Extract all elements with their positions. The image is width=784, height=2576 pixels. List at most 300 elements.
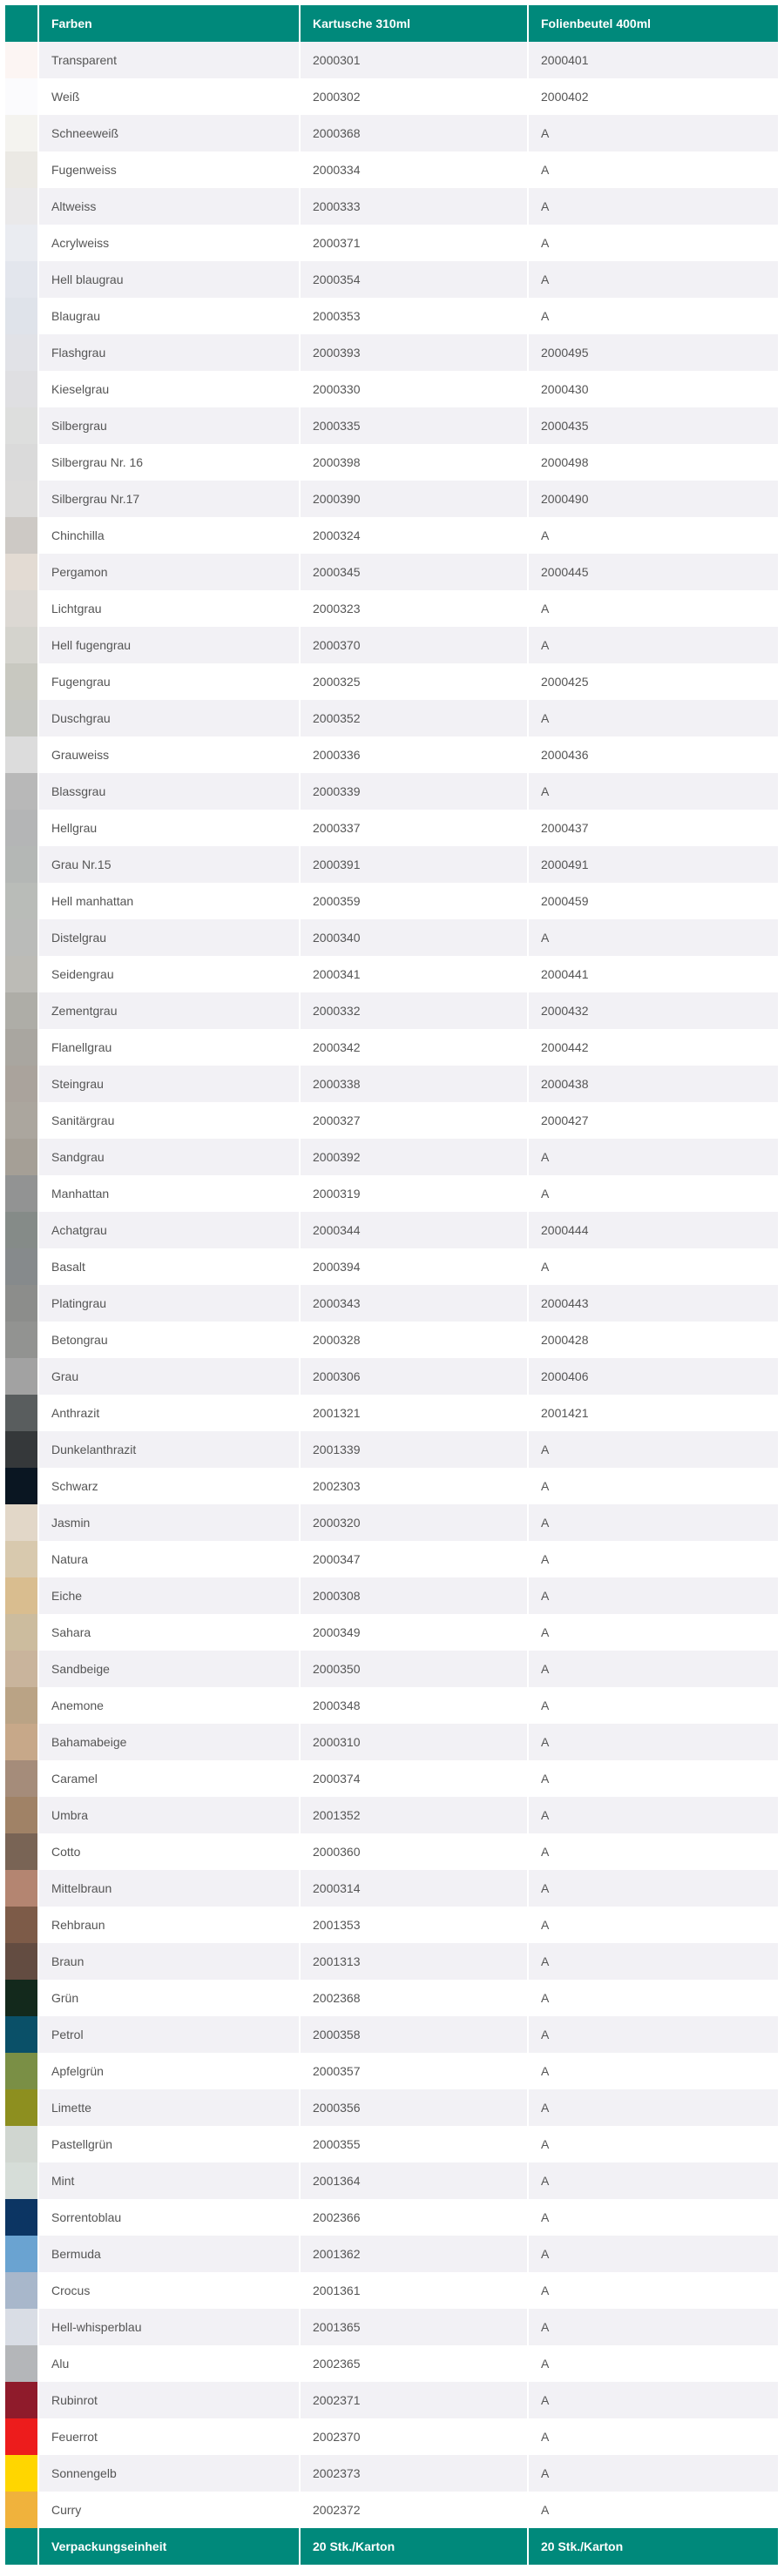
table-row [5, 1943, 779, 1980]
header-kartusche: Kartusche 310ml [300, 5, 528, 42]
color-swatch-cell [5, 2455, 38, 2492]
kartusche-code: 2000358 [300, 2016, 528, 2053]
folienbeutel-code: A [528, 1175, 779, 1212]
color-swatch [5, 444, 38, 481]
kartusche-code: 2002370 [300, 2418, 528, 2455]
table-row [5, 115, 779, 151]
folienbeutel-code: A [528, 1468, 779, 1504]
kartusche-code: 2002373 [300, 2455, 528, 2492]
color-name: Grün [38, 1980, 300, 2016]
kartusche-code: 2000353 [300, 298, 528, 334]
folienbeutel-code: 2000427 [528, 1102, 779, 1139]
kartusche-code: 2001339 [300, 1431, 528, 1468]
color-name: Natura [38, 1541, 300, 1577]
kartusche-code: 2000337 [300, 810, 528, 846]
color-swatch [5, 846, 38, 883]
color-swatch-cell [5, 407, 38, 444]
color-name: Kieselgrau [38, 371, 300, 407]
color-swatch [5, 517, 38, 554]
folienbeutel-code: 2000445 [528, 554, 779, 590]
kartusche-code: 2000350 [300, 1651, 528, 1687]
color-name: Dunkelanthrazit [38, 1431, 300, 1468]
table-row [5, 444, 779, 481]
color-name: Sandgrau [38, 1139, 300, 1175]
color-swatch-cell [5, 2236, 38, 2272]
color-name: Mittelbraun [38, 1870, 300, 1907]
kartusche-code: 2001313 [300, 1943, 528, 1980]
kartusche-code: 2000325 [300, 663, 528, 700]
table-row [5, 1760, 779, 1797]
color-swatch [5, 992, 38, 1029]
color-swatch [5, 663, 38, 700]
color-swatch-cell [5, 1651, 38, 1687]
table-row [5, 2126, 779, 2162]
color-name: Lichtgrau [38, 590, 300, 627]
header-swatch-cell [5, 5, 38, 42]
kartusche-code: 2000368 [300, 115, 528, 151]
kartusche-code: 2000324 [300, 517, 528, 554]
color-swatch-cell [5, 736, 38, 773]
color-swatch-cell [5, 1066, 38, 1102]
footer-folienbeutel: 20 Stk./Karton [528, 2528, 779, 2565]
color-swatch [5, 2382, 38, 2418]
color-swatch [5, 554, 38, 590]
color-swatch [5, 1029, 38, 1066]
kartusche-code: 2000314 [300, 1870, 528, 1907]
folienbeutel-code: A [528, 261, 779, 298]
folienbeutel-code: A [528, 1833, 779, 1870]
table-row [5, 627, 779, 663]
kartusche-code: 2000343 [300, 1285, 528, 1322]
folienbeutel-code: A [528, 1760, 779, 1797]
color-swatch-cell [5, 1687, 38, 1724]
color-swatch-cell [5, 2199, 38, 2236]
color-swatch-cell [5, 2345, 38, 2382]
table-row [5, 1980, 779, 2016]
color-swatch-cell [5, 2126, 38, 2162]
color-swatch [5, 1907, 38, 1943]
table-row [5, 2345, 779, 2382]
color-swatch-cell [5, 225, 38, 261]
color-name: Apfelgrün [38, 2053, 300, 2089]
color-swatch [5, 2089, 38, 2126]
kartusche-code: 2002365 [300, 2345, 528, 2382]
color-table-container [5, 5, 779, 2565]
folienbeutel-code: 2000459 [528, 883, 779, 919]
color-name: Blaugrau [38, 298, 300, 334]
kartusche-code: 2000323 [300, 590, 528, 627]
table-row [5, 2272, 779, 2309]
color-swatch [5, 956, 38, 992]
kartusche-code: 2000327 [300, 1102, 528, 1139]
color-name: Achatgrau [38, 1212, 300, 1248]
color-swatch-cell [5, 1833, 38, 1870]
kartusche-code: 2000345 [300, 554, 528, 590]
table-row [5, 2089, 779, 2126]
color-swatch [5, 1870, 38, 1907]
table-row [5, 2455, 779, 2492]
table-row [5, 1395, 779, 1431]
folienbeutel-code: A [528, 2236, 779, 2272]
folienbeutel-code: 2000435 [528, 407, 779, 444]
folienbeutel-code: 2000438 [528, 1066, 779, 1102]
table-row [5, 1577, 779, 1614]
color-swatch-cell [5, 919, 38, 956]
color-swatch-cell [5, 1285, 38, 1322]
color-swatch [5, 407, 38, 444]
kartusche-code: 2001365 [300, 2309, 528, 2345]
color-swatch [5, 261, 38, 298]
folienbeutel-code: 2001421 [528, 1395, 779, 1431]
folienbeutel-code: A [528, 2382, 779, 2418]
footer-label: Verpackungseinheit [38, 2528, 300, 2565]
table-row [5, 151, 779, 188]
kartusche-code: 2000390 [300, 481, 528, 517]
color-name: Bahamabeige [38, 1724, 300, 1760]
table-row [5, 1431, 779, 1468]
color-name: Acrylweiss [38, 225, 300, 261]
color-swatch [5, 2162, 38, 2199]
color-swatch [5, 2345, 38, 2382]
color-swatch [5, 78, 38, 115]
kartusche-code: 2000371 [300, 225, 528, 261]
folienbeutel-code: A [528, 1797, 779, 1833]
color-name: Rubinrot [38, 2382, 300, 2418]
table-row [5, 1212, 779, 1248]
kartusche-code: 2000328 [300, 1322, 528, 1358]
folienbeutel-code: 2000402 [528, 78, 779, 115]
kartusche-code: 2000344 [300, 1212, 528, 1248]
color-name: Grau [38, 1358, 300, 1395]
folienbeutel-code: A [528, 1139, 779, 1175]
table-row [5, 1175, 779, 1212]
color-swatch [5, 627, 38, 663]
color-swatch [5, 188, 38, 225]
folienbeutel-code: A [528, 2455, 779, 2492]
color-name: Eiche [38, 1577, 300, 1614]
color-swatch [5, 1102, 38, 1139]
table-row [5, 2016, 779, 2053]
folienbeutel-code: A [528, 2492, 779, 2528]
folienbeutel-code: A [528, 1504, 779, 1541]
table-row [5, 1504, 779, 1541]
color-name: Seidengrau [38, 956, 300, 992]
kartusche-code: 2000338 [300, 1066, 528, 1102]
color-name: Grauweiss [38, 736, 300, 773]
color-name: Hellgrau [38, 810, 300, 846]
color-swatch [5, 1943, 38, 1980]
folienbeutel-code: 2000401 [528, 42, 779, 78]
folienbeutel-code: A [528, 2418, 779, 2455]
table-row [5, 298, 779, 334]
table-row [5, 1066, 779, 1102]
color-name: Silbergrau Nr.17 [38, 481, 300, 517]
folienbeutel-code: A [528, 2309, 779, 2345]
color-swatch [5, 1212, 38, 1248]
color-swatch [5, 298, 38, 334]
color-name: Basalt [38, 1248, 300, 1285]
folienbeutel-code: A [528, 2162, 779, 2199]
kartusche-code: 2002303 [300, 1468, 528, 1504]
color-name: Sahara [38, 1614, 300, 1651]
kartusche-code: 2000332 [300, 992, 528, 1029]
table-row [5, 1833, 779, 1870]
color-name: Flashgrau [38, 334, 300, 371]
color-swatch [5, 1248, 38, 1285]
color-swatch-cell [5, 1029, 38, 1066]
table-row [5, 2162, 779, 2199]
folienbeutel-code: 2000430 [528, 371, 779, 407]
table-row [5, 1322, 779, 1358]
color-swatch-cell [5, 883, 38, 919]
table-row [5, 2418, 779, 2455]
table-row [5, 1468, 779, 1504]
color-swatch-cell [5, 188, 38, 225]
color-swatch-cell [5, 1907, 38, 1943]
kartusche-code: 2000398 [300, 444, 528, 481]
folienbeutel-code: A [528, 2272, 779, 2309]
folienbeutel-code: 2000432 [528, 992, 779, 1029]
table-row [5, 371, 779, 407]
table-header-row [5, 5, 779, 42]
table-row [5, 1870, 779, 1907]
table-row [5, 2053, 779, 2089]
kartusche-code: 2002371 [300, 2382, 528, 2418]
folienbeutel-code: A [528, 1724, 779, 1760]
color-swatch [5, 1139, 38, 1175]
color-swatch [5, 773, 38, 810]
color-swatch [5, 1322, 38, 1358]
kartusche-code: 2000341 [300, 956, 528, 992]
color-swatch-cell [5, 1541, 38, 1577]
color-swatch-cell [5, 956, 38, 992]
color-swatch-cell [5, 2272, 38, 2309]
color-name: Hell-whisperblau [38, 2309, 300, 2345]
color-name: Anemone [38, 1687, 300, 1724]
color-name: Silbergrau [38, 407, 300, 444]
color-swatch [5, 1504, 38, 1541]
table-row [5, 956, 779, 992]
kartusche-code: 2000320 [300, 1504, 528, 1541]
color-swatch-cell [5, 590, 38, 627]
color-swatch-cell [5, 444, 38, 481]
header-folienbeutel: Folienbeutel 400ml [528, 5, 779, 42]
color-name: Steingrau [38, 1066, 300, 1102]
color-swatch [5, 1614, 38, 1651]
color-swatch [5, 1395, 38, 1431]
kartusche-code: 2000354 [300, 261, 528, 298]
color-swatch [5, 2418, 38, 2455]
color-swatch-cell [5, 1358, 38, 1395]
kartusche-code: 2001364 [300, 2162, 528, 2199]
color-swatch-cell [5, 773, 38, 810]
table-row [5, 1358, 779, 1395]
color-name: Fugengrau [38, 663, 300, 700]
color-swatch-cell [5, 78, 38, 115]
color-swatch-cell [5, 1212, 38, 1248]
color-name: Crocus [38, 2272, 300, 2309]
kartusche-code: 2000374 [300, 1760, 528, 1797]
color-swatch-cell [5, 334, 38, 371]
color-swatch-cell [5, 1760, 38, 1797]
kartusche-code: 2000342 [300, 1029, 528, 1066]
kartusche-code: 2000360 [300, 1833, 528, 1870]
table-row [5, 1651, 779, 1687]
folienbeutel-code: A [528, 1541, 779, 1577]
color-swatch-cell [5, 2053, 38, 2089]
color-swatch [5, 883, 38, 919]
color-name: Hell manhattan [38, 883, 300, 919]
color-name: Betongrau [38, 1322, 300, 1358]
folienbeutel-code: A [528, 2126, 779, 2162]
color-name: Blassgrau [38, 773, 300, 810]
color-name: Schwarz [38, 1468, 300, 1504]
folienbeutel-code: 2000441 [528, 956, 779, 992]
table-row [5, 517, 779, 554]
color-name: Jasmin [38, 1504, 300, 1541]
table-row [5, 810, 779, 846]
folienbeutel-code: 2000437 [528, 810, 779, 846]
kartusche-code: 2001353 [300, 1907, 528, 1943]
color-swatch [5, 810, 38, 846]
color-swatch [5, 115, 38, 151]
table-row [5, 261, 779, 298]
color-name: Sanitärgrau [38, 1102, 300, 1139]
color-swatch-cell [5, 2492, 38, 2528]
color-swatch-cell [5, 1431, 38, 1468]
folienbeutel-code: A [528, 773, 779, 810]
color-swatch-cell [5, 481, 38, 517]
table-row [5, 188, 779, 225]
color-name: Sandbeige [38, 1651, 300, 1687]
color-name: Hell blaugrau [38, 261, 300, 298]
color-swatch [5, 1797, 38, 1833]
folienbeutel-code: A [528, 590, 779, 627]
color-name: Grau Nr.15 [38, 846, 300, 883]
color-name: Pergamon [38, 554, 300, 590]
kartusche-code: 2000357 [300, 2053, 528, 2089]
folienbeutel-code: A [528, 188, 779, 225]
kartusche-code: 2000306 [300, 1358, 528, 1395]
table-row [5, 42, 779, 78]
color-swatch [5, 1833, 38, 1870]
kartusche-code: 2000348 [300, 1687, 528, 1724]
color-swatch-cell [5, 1724, 38, 1760]
color-swatch-cell [5, 554, 38, 590]
color-swatch-cell [5, 371, 38, 407]
kartusche-code: 2000310 [300, 1724, 528, 1760]
color-swatch-cell [5, 115, 38, 151]
color-name: Sonnengelb [38, 2455, 300, 2492]
color-swatch-cell [5, 1980, 38, 2016]
folienbeutel-code: A [528, 1577, 779, 1614]
folienbeutel-code: A [528, 298, 779, 334]
color-swatch-cell [5, 700, 38, 736]
color-swatch [5, 334, 38, 371]
table-row [5, 1724, 779, 1760]
color-name: Transparent [38, 42, 300, 78]
table-row [5, 1285, 779, 1322]
color-swatch [5, 2016, 38, 2053]
folienbeutel-code: 2000442 [528, 1029, 779, 1066]
kartusche-code: 2000352 [300, 700, 528, 736]
folienbeutel-code: A [528, 115, 779, 151]
table-row [5, 1907, 779, 1943]
color-swatch [5, 1431, 38, 1468]
kartusche-code: 2000308 [300, 1577, 528, 1614]
color-table [5, 5, 780, 2565]
color-swatch [5, 1175, 38, 1212]
folienbeutel-code: A [528, 1687, 779, 1724]
color-swatch [5, 2455, 38, 2492]
color-swatch-cell [5, 2089, 38, 2126]
folienbeutel-code: A [528, 1614, 779, 1651]
color-name: Curry [38, 2492, 300, 2528]
color-swatch-cell [5, 1395, 38, 1431]
kartusche-code: 2002372 [300, 2492, 528, 2528]
color-swatch [5, 2492, 38, 2528]
color-name: Umbra [38, 1797, 300, 1833]
color-swatch [5, 919, 38, 956]
header-farben: Farben [38, 5, 300, 42]
color-name: Altweiss [38, 188, 300, 225]
folienbeutel-code: A [528, 2199, 779, 2236]
color-swatch-cell [5, 1943, 38, 1980]
kartusche-code: 2000340 [300, 919, 528, 956]
color-name: Feuerrot [38, 2418, 300, 2455]
color-swatch-cell [5, 2016, 38, 2053]
kartusche-code: 2000359 [300, 883, 528, 919]
color-swatch-cell [5, 992, 38, 1029]
color-swatch-cell [5, 1504, 38, 1541]
color-name: Schneeweiß [38, 115, 300, 151]
color-swatch [5, 590, 38, 627]
folienbeutel-code: 2000490 [528, 481, 779, 517]
color-swatch [5, 2053, 38, 2089]
table-row [5, 663, 779, 700]
color-swatch [5, 700, 38, 736]
folienbeutel-code: A [528, 2089, 779, 2126]
table-row [5, 773, 779, 810]
kartusche-code: 2000347 [300, 1541, 528, 1577]
color-name: Duschgrau [38, 700, 300, 736]
color-swatch [5, 1358, 38, 1395]
color-swatch [5, 1724, 38, 1760]
table-row [5, 2382, 779, 2418]
color-swatch-cell [5, 1797, 38, 1833]
table-row [5, 919, 779, 956]
color-swatch [5, 481, 38, 517]
folienbeutel-code: 2000443 [528, 1285, 779, 1322]
folienbeutel-code: A [528, 2345, 779, 2382]
color-swatch [5, 2272, 38, 2309]
color-swatch [5, 2126, 38, 2162]
color-swatch-cell [5, 1139, 38, 1175]
folienbeutel-code: 2000444 [528, 1212, 779, 1248]
color-swatch-cell [5, 1322, 38, 1358]
color-swatch-cell [5, 151, 38, 188]
color-swatch-cell [5, 1175, 38, 1212]
folienbeutel-code: A [528, 1870, 779, 1907]
table-row [5, 846, 779, 883]
folienbeutel-code: A [528, 919, 779, 956]
color-swatch-cell [5, 2309, 38, 2345]
color-name: Zementgrau [38, 992, 300, 1029]
kartusche-code: 2002368 [300, 1980, 528, 2016]
kartusche-code: 2000394 [300, 1248, 528, 1285]
color-name: Hell fugengrau [38, 627, 300, 663]
color-swatch [5, 42, 38, 78]
